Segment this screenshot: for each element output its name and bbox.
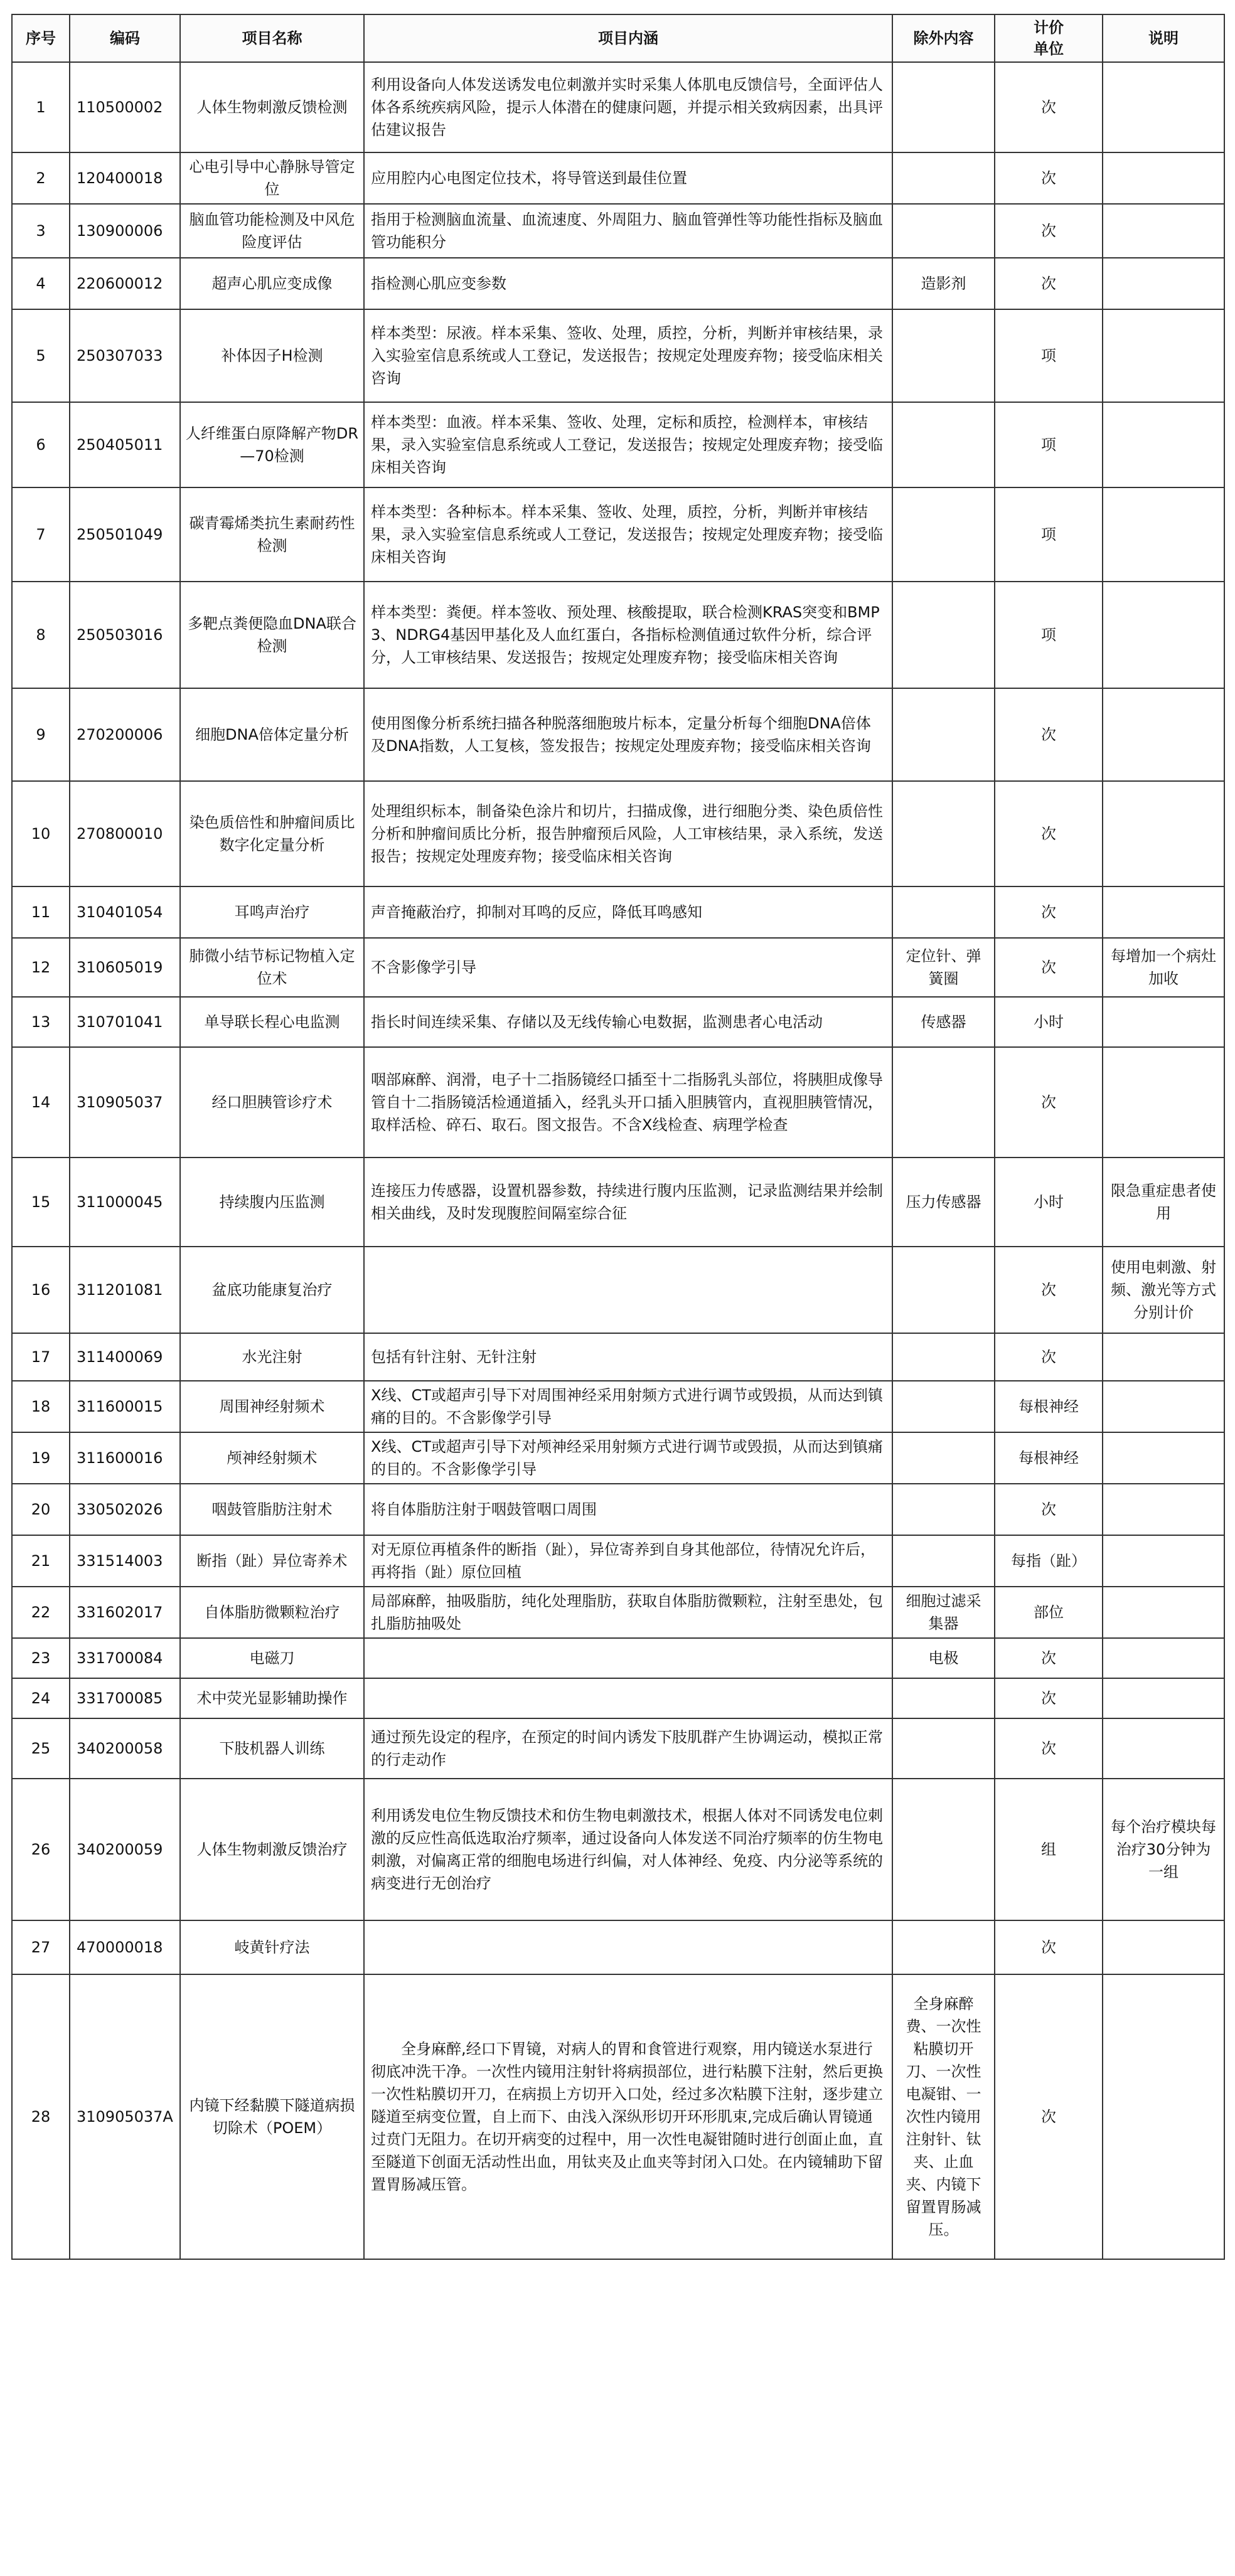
item-note: [1103, 688, 1224, 781]
header-no: 序号: [12, 14, 70, 62]
item-name: 补体因子H检测: [180, 309, 364, 402]
item-exclusion: 细胞过滤采集器: [892, 1587, 995, 1638]
item-exclusion: [892, 1718, 995, 1779]
item-code: 270800010: [70, 781, 180, 886]
item-exclusion: [892, 62, 995, 152]
item-name: 电磁刀: [180, 1638, 364, 1678]
item-exclusion: [892, 781, 995, 886]
item-code: 110500002: [70, 62, 180, 152]
item-name: 周围神经射频术: [180, 1381, 364, 1432]
item-unit: 次: [995, 152, 1103, 204]
pricing-table: [11, 14, 1225, 2260]
item-name: 多靶点粪便隐血DNA联合检测: [180, 582, 364, 688]
item-note: [1103, 402, 1224, 487]
table-row: [12, 62, 1224, 152]
row-number: 21: [12, 1535, 70, 1587]
row-number: 18: [12, 1381, 70, 1432]
item-code: 130900006: [70, 204, 180, 258]
row-number: 19: [12, 1432, 70, 1484]
item-note: 每个治疗模块每治疗30分钟为一组: [1103, 1779, 1224, 1920]
item-exclusion: [892, 152, 995, 204]
row-number: 25: [12, 1718, 70, 1779]
item-name: 超声心肌应变成像: [180, 258, 364, 309]
item-content: 利用诱发电位生物反馈技术和仿生物电刺激技术，根据人体对不同诱发电位刺激的反应性高低选取治疗频率，通过设备向人体发送不同治疗频率的仿生物电刺激，对偏离正常的细胞电场进行纠偏，对人体神经、免疫、内分泌等系统的病变进行无创治疗: [364, 1779, 892, 1920]
item-code: 120400018: [70, 152, 180, 204]
row-number: 3: [12, 204, 70, 258]
header-name: 项目名称: [180, 14, 364, 62]
item-name: 人纤维蛋白原降解产物DR—70检测: [180, 402, 364, 487]
item-unit: 小时: [995, 1158, 1103, 1247]
item-note: [1103, 1432, 1224, 1484]
row-number: 22: [12, 1587, 70, 1638]
item-name: 耳鸣声治疗: [180, 886, 364, 938]
row-number: 14: [12, 1047, 70, 1158]
item-exclusion: [892, 1484, 995, 1535]
item-code: 311600015: [70, 1381, 180, 1432]
item-code: 310701041: [70, 997, 180, 1047]
item-code: 311600016: [70, 1432, 180, 1484]
item-unit: 次: [995, 1920, 1103, 1974]
item-content: 样本类型：尿液。样本采集、签收、处理，质控，分析，判断并审核结果，录入实验室信息系统或人工登记，发送报告；按规定处理废弃物；接受临床相关咨询: [364, 309, 892, 402]
item-unit: 次: [995, 1974, 1103, 2259]
item-unit: 次: [995, 1247, 1103, 1333]
item-unit: 每根神经: [995, 1432, 1103, 1484]
item-name: 碳青霉烯类抗生素耐药性检测: [180, 487, 364, 582]
item-content: 将自体脂肪注射于咽鼓管咽口周围: [364, 1484, 892, 1535]
header-note: 说明: [1103, 14, 1224, 62]
item-name: 水光注射: [180, 1333, 364, 1381]
item-name: 细胞DNA倍体定量分析: [180, 688, 364, 781]
item-unit: 次: [995, 204, 1103, 258]
item-code: 331514003: [70, 1535, 180, 1587]
table-row: [12, 1247, 1224, 1333]
item-content: 局部麻醉，抽吸脂肪，纯化处理脂肪，获取自体脂肪微颗粒，注射至患处，包扎脂肪抽吸处: [364, 1587, 892, 1638]
table-body: [12, 62, 1224, 2259]
item-unit: 项: [995, 402, 1103, 487]
row-number: 8: [12, 582, 70, 688]
item-name: 脑血管功能检测及中风危险度评估: [180, 204, 364, 258]
item-note: 每增加一个病灶加收: [1103, 938, 1224, 997]
item-name: 肺微小结节标记物植入定位术: [180, 938, 364, 997]
item-content: 通过预先设定的程序，在预定的时间内诱发下肢肌群产生协调运动，模拟正常的行走动作: [364, 1718, 892, 1779]
item-note: [1103, 1484, 1224, 1535]
table-row: [12, 1047, 1224, 1158]
item-unit: 组: [995, 1779, 1103, 1920]
item-unit: 项: [995, 487, 1103, 582]
header-code: 编码: [70, 14, 180, 62]
item-exclusion: [892, 582, 995, 688]
table-row: [12, 1920, 1224, 1974]
item-unit: 部位: [995, 1587, 1103, 1638]
item-note: [1103, 1678, 1224, 1718]
item-unit: 小时: [995, 997, 1103, 1047]
item-content: [364, 1638, 892, 1678]
item-content: [364, 1920, 892, 1974]
item-name: 持续腹内压监测: [180, 1158, 364, 1247]
item-code: 470000018: [70, 1920, 180, 1974]
row-number: 1: [12, 62, 70, 152]
item-content: [364, 1247, 892, 1333]
table-row: [12, 487, 1224, 582]
item-content: 不含影像学引导: [364, 938, 892, 997]
item-code: 310905037: [70, 1047, 180, 1158]
item-name: 术中荧光显影辅助操作: [180, 1678, 364, 1718]
item-note: [1103, 309, 1224, 402]
item-note: [1103, 1587, 1224, 1638]
item-code: 310401054: [70, 886, 180, 938]
table-row: [12, 938, 1224, 997]
row-number: 26: [12, 1779, 70, 1920]
row-number: 11: [12, 886, 70, 938]
header-row: [12, 14, 1224, 62]
item-exclusion: [892, 1535, 995, 1587]
item-content: 样本类型：粪便。样本签收、预处理、核酸提取，联合检测KRAS突变和BMP3、NDRG4基因甲基化及人血红蛋白，各指标检测值通过软件分析，综合评分，人工审核结果、发送报告；按规定处理废弃物；接受临床相关咨询: [364, 582, 892, 688]
item-name: 岐黄针疗法: [180, 1920, 364, 1974]
item-name: 心电引导中心静脉导管定位: [180, 152, 364, 204]
row-number: 24: [12, 1678, 70, 1718]
item-exclusion: 造影剂: [892, 258, 995, 309]
item-code: 250405011: [70, 402, 180, 487]
table-row: [12, 1718, 1224, 1779]
item-name: 盆底功能康复治疗: [180, 1247, 364, 1333]
table-row: [12, 1535, 1224, 1587]
item-content: [364, 1678, 892, 1718]
item-name: 经口胆胰管诊疗术: [180, 1047, 364, 1158]
table-row: [12, 1333, 1224, 1381]
row-number: 4: [12, 258, 70, 309]
item-note: [1103, 1381, 1224, 1432]
table-row: [12, 688, 1224, 781]
table-row: [12, 582, 1224, 688]
item-code: 250501049: [70, 487, 180, 582]
item-name: 人体生物刺激反馈检测: [180, 62, 364, 152]
item-exclusion: [892, 1678, 995, 1718]
item-content: 应用腔内心电图定位技术，将导管送到最佳位置: [364, 152, 892, 204]
item-exclusion: [892, 886, 995, 938]
table-row: [12, 1484, 1224, 1535]
item-note: [1103, 487, 1224, 582]
item-exclusion: [892, 1247, 995, 1333]
row-number: 20: [12, 1484, 70, 1535]
item-unit: 项: [995, 582, 1103, 688]
item-name: 断指（趾）异位寄养术: [180, 1535, 364, 1587]
item-unit: 次: [995, 1678, 1103, 1718]
item-exclusion: 电极: [892, 1638, 995, 1678]
item-exclusion: 定位针、弹簧圈: [892, 938, 995, 997]
table-row: [12, 886, 1224, 938]
table-row: [12, 1974, 1224, 2259]
table-row: [12, 1638, 1224, 1678]
item-exclusion: [892, 1047, 995, 1158]
row-number: 2: [12, 152, 70, 204]
item-name: 颅神经射频术: [180, 1432, 364, 1484]
item-note: [1103, 1718, 1224, 1779]
item-content: 对无原位再植条件的断指（趾），异位寄养到自身其他部位，待情况允许后，再将指（趾）原位回植: [364, 1535, 892, 1587]
row-number: 13: [12, 997, 70, 1047]
item-note: 限急重症患者使用: [1103, 1158, 1224, 1247]
item-note: [1103, 1974, 1224, 2259]
item-content: 全身麻醉,经口下胃镜，对病人的胃和食管进行观察，用内镜送水泵进行彻底冲洗干净。一次性内镜用注射针将病损部位，进行粘膜下注射，然后更换一次性粘膜切开刀，在病损上方切开入口处，经过多次粘膜下注射，逐步建立隧道至病变位置，自上而下、由浅入深纵形切开环形肌束,完成后确认胃镜通过贲门无阻力。在切开病变的过程中，用一次性电凝钳随时进行创面止血，直至隧道下创面无活动性出血，用钛夹及止血夹等封闭入口处。在内镜辅助下留置胃肠减压管。: [364, 1974, 892, 2259]
item-unit: 次: [995, 62, 1103, 152]
item-unit: 次: [995, 258, 1103, 309]
table-row: [12, 402, 1224, 487]
item-note: [1103, 781, 1224, 886]
item-code: 340200058: [70, 1718, 180, 1779]
item-note: [1103, 62, 1224, 152]
row-number: 16: [12, 1247, 70, 1333]
item-code: 250503016: [70, 582, 180, 688]
item-unit: 项: [995, 309, 1103, 402]
table-row: [12, 997, 1224, 1047]
item-name: 自体脂肪微颗粒治疗: [180, 1587, 364, 1638]
item-unit: 每指（趾）: [995, 1535, 1103, 1587]
item-exclusion: [892, 204, 995, 258]
table-row: [12, 781, 1224, 886]
item-note: [1103, 152, 1224, 204]
table-row: [12, 204, 1224, 258]
item-name: 内镜下经黏膜下隧道病损切除术（POEM）: [180, 1974, 364, 2259]
row-number: 10: [12, 781, 70, 886]
item-content: 样本类型：血液。样本采集、签收、处理，定标和质控，检测样本，审核结果，录入实验室信息系统或人工登记，发送报告；按规定处理废弃物；接受临床相关咨询: [364, 402, 892, 487]
item-code: 311400069: [70, 1333, 180, 1381]
row-number: 27: [12, 1920, 70, 1974]
item-exclusion: [892, 1333, 995, 1381]
item-content: 使用图像分析系统扫描各种脱落细胞玻片标本，定量分析每个细胞DNA倍体及DNA指数，人工复核，签发报告；按规定处理废弃物；接受临床相关咨询: [364, 688, 892, 781]
item-content: 连接压力传感器，设置机器参数，持续进行腹内压监测，记录监测结果并绘制相关曲线，及时发现腹腔间隔室综合征: [364, 1158, 892, 1247]
table-row: [12, 1158, 1224, 1247]
item-exclusion: [892, 1920, 995, 1974]
item-unit: 次: [995, 1718, 1103, 1779]
item-note: [1103, 1333, 1224, 1381]
item-name: 单导联长程心电监测: [180, 997, 364, 1047]
item-content: 指检测心肌应变参数: [364, 258, 892, 309]
item-unit: 次: [995, 886, 1103, 938]
item-code: 311201081: [70, 1247, 180, 1333]
row-number: 23: [12, 1638, 70, 1678]
table-row: [12, 152, 1224, 204]
item-note: [1103, 1047, 1224, 1158]
item-exclusion: 全身麻醉费、一次性粘膜切开刀、一次性电凝钳、一次性内镜用注射针、钛夹、止血夹、内镜下留置胃肠减压。: [892, 1974, 995, 2259]
item-note: [1103, 204, 1224, 258]
row-number: 12: [12, 938, 70, 997]
item-code: 270200006: [70, 688, 180, 781]
row-number: 28: [12, 1974, 70, 2259]
item-exclusion: [892, 1381, 995, 1432]
item-unit: 次: [995, 1638, 1103, 1678]
item-unit: 次: [995, 1333, 1103, 1381]
item-code: 220600012: [70, 258, 180, 309]
item-code: 310605019: [70, 938, 180, 997]
item-note: [1103, 1920, 1224, 1974]
item-code: 331700084: [70, 1638, 180, 1678]
table-row: [12, 1381, 1224, 1432]
item-unit: 每根神经: [995, 1381, 1103, 1432]
item-code: 330502026: [70, 1484, 180, 1535]
item-code: 250307033: [70, 309, 180, 402]
item-code: 311000045: [70, 1158, 180, 1247]
item-name: 染色质倍性和肿瘤间质比数字化定量分析: [180, 781, 364, 886]
item-note: [1103, 1535, 1224, 1587]
item-code: 331700085: [70, 1678, 180, 1718]
item-note: [1103, 258, 1224, 309]
item-content: X线、CT或超声引导下对周围神经采用射频方式进行调节或毁损，从而达到镇痛的目的。不含影像学引导: [364, 1381, 892, 1432]
item-unit: 次: [995, 781, 1103, 886]
item-content: 声音掩蔽治疗，抑制对耳鸣的反应，降低耳鸣感知: [364, 886, 892, 938]
row-number: 7: [12, 487, 70, 582]
row-number: 5: [12, 309, 70, 402]
item-note: [1103, 886, 1224, 938]
item-code: 340200059: [70, 1779, 180, 1920]
item-content: 指长时间连续采集、存储以及无线传输心电数据，监测患者心电活动: [364, 997, 892, 1047]
item-note: [1103, 997, 1224, 1047]
item-exclusion: 压力传感器: [892, 1158, 995, 1247]
header-unit: 计价 单位: [995, 14, 1103, 62]
table-row: [12, 1432, 1224, 1484]
table-row: [12, 1587, 1224, 1638]
item-exclusion: [892, 1779, 995, 1920]
row-number: 9: [12, 688, 70, 781]
item-exclusion: [892, 688, 995, 781]
item-content: 处理组织标本，制备染色涂片和切片，扫描成像，进行细胞分类、染色质倍性分析和肿瘤间质比分析，报告肿瘤预后风险，人工审核结果，录入系统，发送报告；按规定处理废弃物；接受临床相关咨询: [364, 781, 892, 886]
item-code: 331602017: [70, 1587, 180, 1638]
item-content: 指用于检测脑血流量、血流速度、外周阻力、脑血管弹性等功能性指标及脑血管功能积分: [364, 204, 892, 258]
item-content: 咽部麻醉、润滑，电子十二指肠镜经口插至十二指肠乳头部位，将胰胆成像导管自十二指肠镜活检通道插入，经乳头开口插入胆胰管内，直视胆胰管情况，取样活检、碎石、取石。图文报告。不含X线检查、病理学检查: [364, 1047, 892, 1158]
item-note: [1103, 1638, 1224, 1678]
item-unit: 次: [995, 938, 1103, 997]
table-row: [12, 258, 1224, 309]
table-row: [12, 1779, 1224, 1920]
item-content: X线、CT或超声引导下对颅神经采用射频方式进行调节或毁损，从而达到镇痛的目的。不含影像学引导: [364, 1432, 892, 1484]
table-row: [12, 309, 1224, 402]
row-number: 6: [12, 402, 70, 487]
item-exclusion: 传感器: [892, 997, 995, 1047]
item-unit: 次: [995, 1047, 1103, 1158]
item-name: 咽鼓管脂肪注射术: [180, 1484, 364, 1535]
item-exclusion: [892, 402, 995, 487]
row-number: 15: [12, 1158, 70, 1247]
header-content: 项目内涵: [364, 14, 892, 62]
item-note: 使用电刺激、射频、激光等方式分别计价: [1103, 1247, 1224, 1333]
item-content: 样本类型：各种标本。样本采集、签收、处理，质控，分析，判断并审核结果，录入实验室信息系统或人工登记，发送报告；按规定处理废弃物；接受临床相关咨询: [364, 487, 892, 582]
item-unit: 次: [995, 688, 1103, 781]
item-name: 下肢机器人训练: [180, 1718, 364, 1779]
table-row: [12, 1678, 1224, 1718]
item-exclusion: [892, 309, 995, 402]
row-number: 17: [12, 1333, 70, 1381]
item-exclusion: [892, 487, 995, 582]
item-note: [1103, 582, 1224, 688]
item-name: 人体生物刺激反馈治疗: [180, 1779, 364, 1920]
item-exclusion: [892, 1432, 995, 1484]
item-code: 310905037A: [70, 1974, 180, 2259]
item-content: 包括有针注射、无针注射: [364, 1333, 892, 1381]
item-content: 利用设备向人体发送诱发电位刺激并实时采集人体肌电反馈信号，全面评估人体各系统疾病风险，提示人体潜在的健康问题，并提示相关致病因素，出具评估建议报告: [364, 62, 892, 152]
header-exclusion: 除外内容: [892, 14, 995, 62]
item-unit: 次: [995, 1484, 1103, 1535]
